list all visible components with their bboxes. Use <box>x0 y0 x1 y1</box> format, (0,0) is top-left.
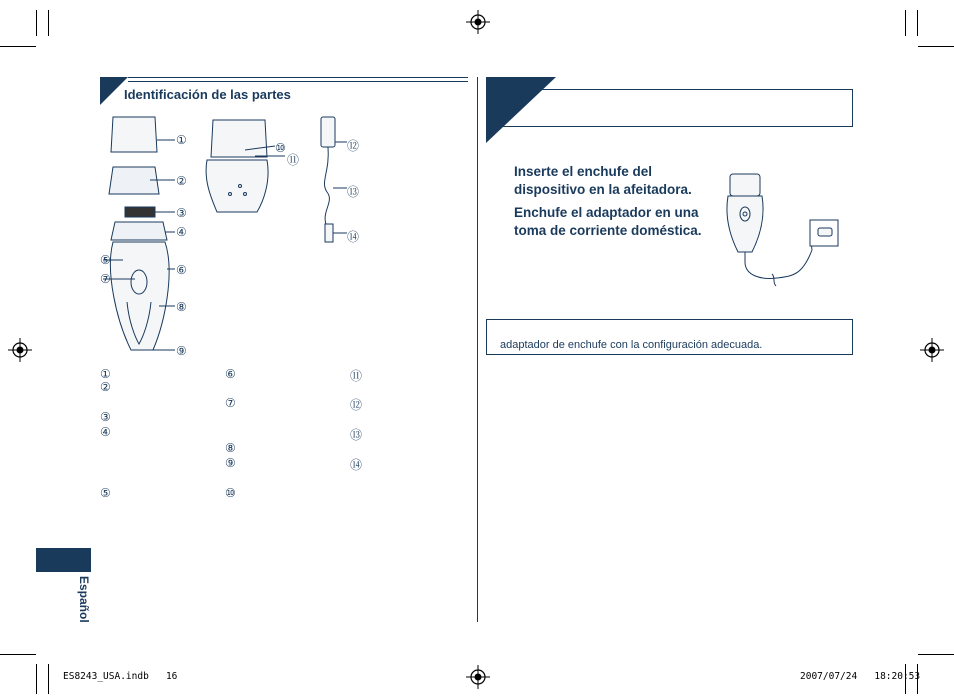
legend-9: ⑨ <box>225 456 236 470</box>
step-1-line-2: dispositivo en la afeitadora. <box>514 182 692 197</box>
legend-5: ⑤ <box>100 486 111 500</box>
step-1-line-1: Inserte el enchufe del <box>514 164 653 179</box>
right-title-box <box>486 89 853 127</box>
registration-mark-left <box>8 338 32 362</box>
column-divider <box>477 77 478 622</box>
callout-10: ⑩ <box>275 141 286 155</box>
step-1-text <box>514 163 714 199</box>
callout-1: ① <box>176 133 187 147</box>
legend-12: ⑫ <box>350 398 363 412</box>
legend-8: ⑧ <box>225 441 236 455</box>
footer-file: ES8243_USA.indb 16 <box>63 671 178 682</box>
callout-14: ⑭ <box>347 230 360 244</box>
charging-illustration <box>722 170 844 288</box>
callout-12: ⑫ <box>347 139 360 153</box>
legend-4: ④ <box>100 425 111 439</box>
callout-11: ⑪ <box>287 153 300 167</box>
note-text: adaptador de enchufe con la configuración adecuada. <box>500 339 763 351</box>
legend-3: ③ <box>100 410 111 424</box>
legend-13: ⑬ <box>350 428 363 442</box>
legend-11: ⑪ <box>350 369 363 383</box>
callout-6: ⑥ <box>176 263 187 277</box>
legend-14: ⑭ <box>350 458 363 472</box>
callout-5: ⑤ <box>100 253 111 267</box>
callout-9: ⑨ <box>176 344 187 358</box>
legend-6: ⑥ <box>225 367 236 381</box>
shaver-parts-illustration <box>95 112 375 362</box>
callout-3: ③ <box>176 206 187 220</box>
step-2-text <box>514 204 714 240</box>
legend-1: ① <box>100 367 111 381</box>
footer-date: 2007/07/24 18:20:53 <box>800 671 921 682</box>
side-tab-label: Español <box>77 576 91 623</box>
step-2-line-1: Enchufe el adaptador en una <box>514 205 699 220</box>
side-tab-block <box>36 548 91 572</box>
callout-2: ② <box>176 174 187 188</box>
legend-2: ② <box>100 380 111 394</box>
section-title: Identificación de las partes <box>124 87 291 102</box>
registration-mark-bottom <box>466 665 490 689</box>
registration-mark-top <box>466 10 490 34</box>
registration-mark-right <box>920 338 944 362</box>
callout-8: ⑧ <box>176 300 187 314</box>
callout-13: ⑬ <box>347 185 360 199</box>
legend-7: ⑦ <box>225 396 236 410</box>
callout-7: ⑦ <box>100 272 111 286</box>
legend-10: ⑩ <box>225 486 236 500</box>
callout-4: ④ <box>176 225 187 239</box>
step-2-line-2: toma de corriente doméstica. <box>514 223 702 238</box>
